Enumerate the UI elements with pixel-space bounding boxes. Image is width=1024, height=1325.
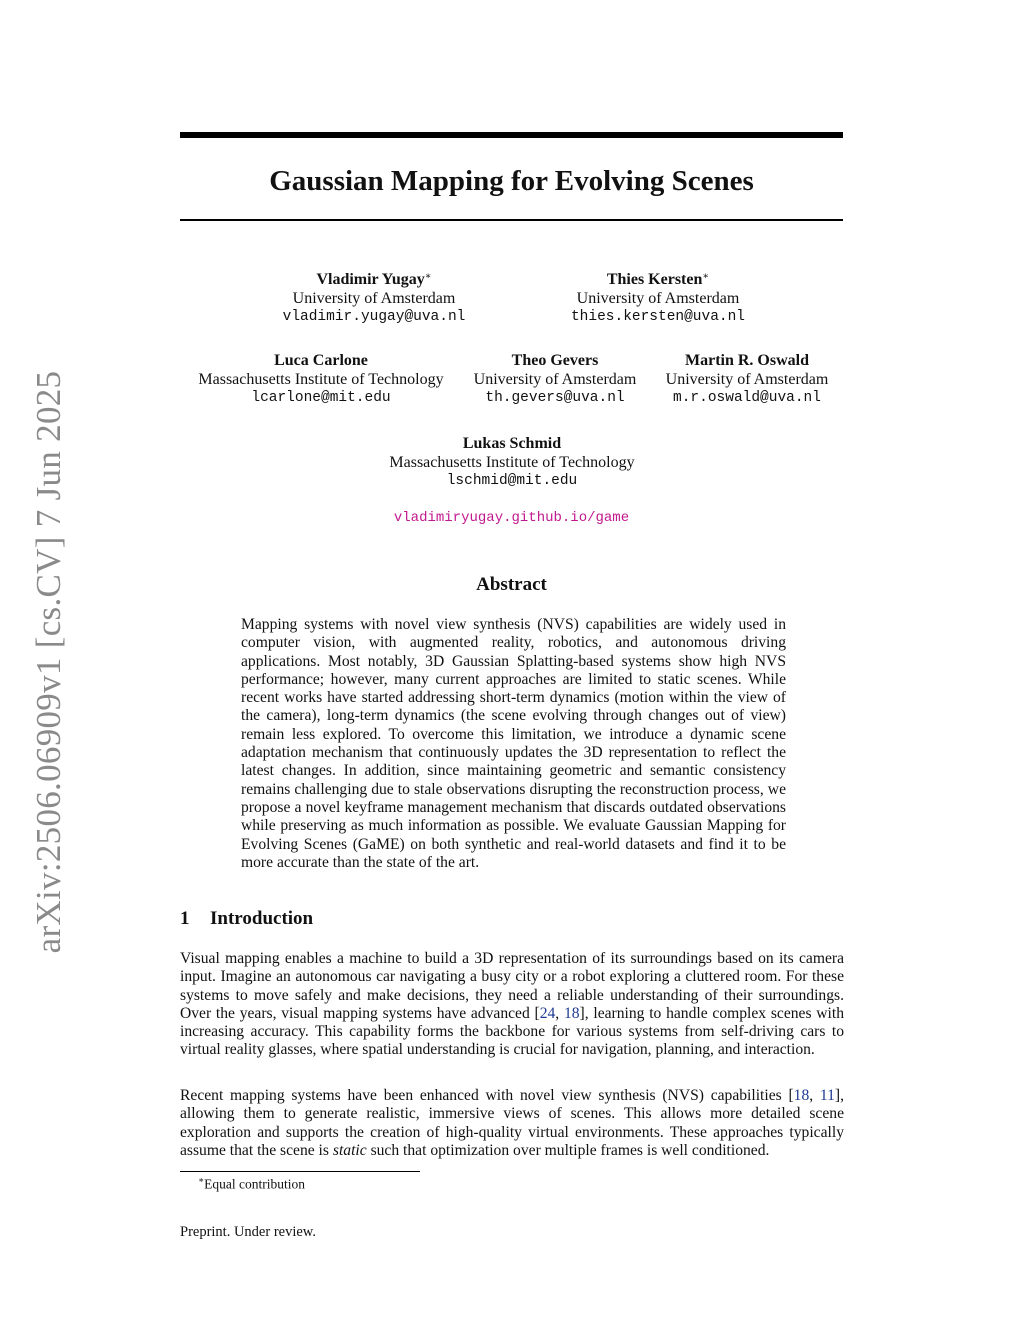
author-name: Lukas Schmid [462,435,562,452]
footnote: ∗Equal contribution [198,1175,305,1192]
citation-link[interactable]: 24 [539,1004,556,1022]
author-email[interactable]: th.gevers@uva.nl [485,390,625,406]
author-email[interactable]: thies.kersten@uva.nl [570,309,746,325]
title-bottom-rule [180,219,843,221]
section-heading-introduction [180,908,313,930]
author-affiliation: Massachusetts Institute of Technology [198,370,444,388]
paper-title: Gaussian Mapping for Evolving Scenes [269,165,754,197]
citation-link[interactable]: 18 [793,1087,810,1104]
author-block [654,352,840,408]
author-block [254,268,494,327]
abstract-heading: Abstract [476,574,547,595]
author-affiliation: University of Amsterdam [473,370,637,388]
footnote-rule [180,1171,420,1172]
author-email[interactable]: m.r.oswald@uva.nl [673,390,821,406]
author-name: Martin R. Oswald [685,352,809,369]
arxiv-identifier [18,370,80,954]
intro-paragraph-1: Visual mapping enables a machine to build a 3D representation of its surroundings based on its camera input. Imagine an autonomous car navigating a busy city or a robot exploring a cluttered room. For these systems to move safely and make decisions, they need a reliable understanding of their surroundings. Over the years, visual mapping systems have advanced [24, 18], learning to handle complex scenes with increasing accuracy. This capability forms the backbone for various systems from self-driving cars to virtual reality glasses, where spatial understanding is crucial for navigation, planning, and interaction. [180,950,845,1059]
author-name: Thies Kersten∗ [606,271,710,288]
citation-link[interactable]: 18 [563,1004,580,1022]
arxiv-identifier-text: arXiv:2506.06909v1 [cs.CV] 7 Jun 2025 [29,370,68,954]
author-name: Theo Gevers [511,352,599,369]
project-page-link[interactable]: vladimiryugay.github.io/game [393,510,630,526]
author-name: Vladimir Yugay∗ [316,271,432,288]
author-affiliation: Massachusetts Institute of Technology [389,453,635,471]
preprint-note: Preprint. Under review. [180,1224,316,1240]
author-email[interactable]: vladimir.yugay@uva.nl [282,309,466,325]
author-block [460,352,650,408]
citation-link[interactable]: 11 [819,1087,835,1104]
author-affiliation: University of Amsterdam [292,289,456,307]
author-email[interactable]: lcarlone@mit.edu [251,390,391,406]
author-affiliation: University of Amsterdam [665,370,829,388]
title-top-rule [180,132,843,138]
author-block [538,268,778,327]
author-name: Luca Carlone [274,352,368,369]
section-number: 1 [180,908,190,929]
abstract-text: Mapping systems with novel view synthesis (NVS) capabilities are widely used in computer vision, with augmented reality, robotics, and autonomous driving applications. Most notably, 3D Gaussian Splatting-based systems show high NVS performance; however, many current approaches are limited to static scenes. While recent works have started addressing short-term dynamics (motion within the view of the camera), long-term dynamics (the scene evolving through changes out of view) remain less explored. To overcome this limitation, we introduce a dynamic scene adaptation mechanism that continuously updates the 3D representation to reflect the latest changes. In addition, since maintaining geometric and semantic consistency remains challenging due to stale observations disrupting the reconstruction process, we propose a novel keyframe management mechanism that discards outdated observations while preserving as much information as possible. We evaluate Gaussian Mapping for Evolving Scenes (GaME) on both synthetic and real-world datasets and find it to be more accurate than the state of the art. [241,616,786,871]
author-block [186,352,456,408]
section-title: Introduction [210,908,314,929]
intro-paragraph-2: Recent mapping systems have been enhanced with novel view synthesis (NVS) capabilities [18, 11], allowing them to generate realistic, immersive views of scenes. This allows more detailed scene exploration and supports the creation of high-quality virtual environments. These approaches typically assume that the scene is static such that optimization over multiple frames is well conditioned. [180,1087,845,1159]
author-block [362,435,662,491]
author-affiliation: University of Amsterdam [576,289,740,307]
author-email[interactable]: lschmid@mit.edu [446,473,578,489]
